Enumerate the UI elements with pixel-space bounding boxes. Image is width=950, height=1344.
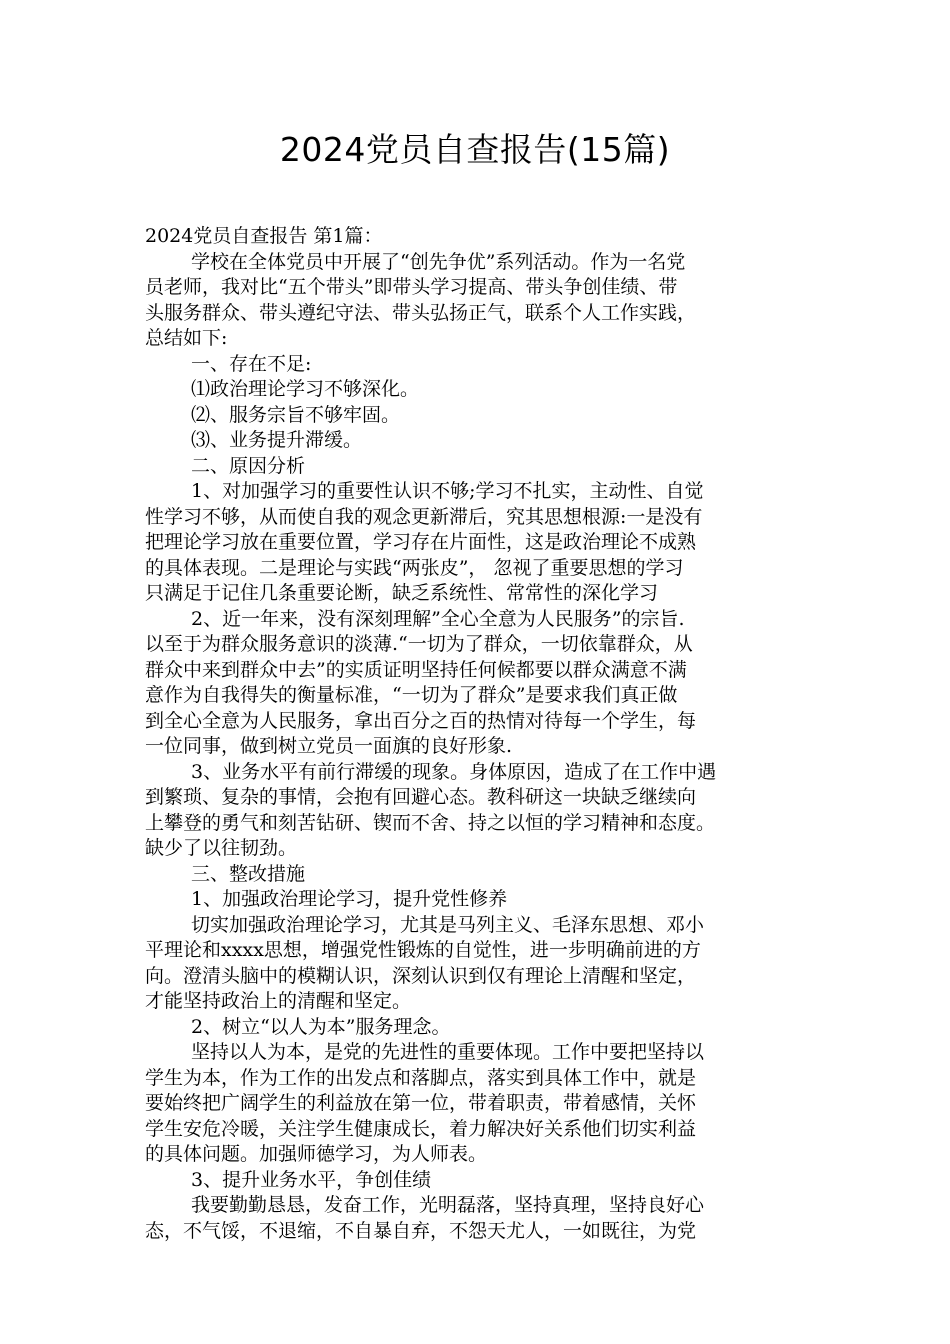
text-line: 平理论和xxxx思想，增强党性锻炼的自觉性，进一步明确前进的方 (145, 939, 701, 961)
text-line: 头服务群众、带头遵纪守法、带头弘扬正气，联系个人工作实践， (145, 301, 697, 324)
text-line: 只满足于记住几条重要论断，缺乏系统性、常常性的深化学习 (145, 582, 659, 604)
text-line: 一、存在不足: (191, 352, 312, 375)
text-line: 2、树立“以人为本”服务理念。 (191, 1015, 451, 1038)
text-line: 切实加强政治理论学习，尤其是马列主义、毛泽东思想、邓小 (191, 913, 705, 936)
text-line: 到繁琐、复杂的事情，会抱有回避心态。教科研这一块缺乏继续向 (145, 786, 697, 808)
text-line: 二、原因分析 (191, 454, 306, 477)
text-line: 的具体问题。加强师德学习，为人师表。 (145, 1143, 488, 1165)
text-line: 学生为本，作为工作的出发点和落脚点，落实到具体工作中，就是 (145, 1066, 697, 1089)
text-line: ⑵、服务宗旨不够牢固。 (191, 403, 401, 426)
text-line: 到全心全意为人民服务，拿出百分之百的热情对待每一个学生，每 (145, 709, 697, 732)
text-line: 三、整改措施 (191, 862, 306, 885)
text-line: 3、业务水平有前行滞缓的现象。身体原因，造成了在工作中遇 (191, 760, 717, 783)
text-line: 1、对加强学习的重要性认识不够;学习不扎实，主动性、自觉 (191, 480, 704, 502)
text-line: 向。澄清头脑中的模糊认识，深刻认识到仅有理论上清醒和坚定， (145, 964, 697, 987)
text-line: 的具体表现。二是理论与实践“两张皮”， 忽视了重要思想的学习 (145, 556, 684, 579)
text-line: 意作为自我得失的衡量标准，“一切为了群众”是要求我们真正做 (145, 684, 678, 706)
text-line: ⑶、业务提升滞缓。 (191, 429, 363, 451)
text-line: 缺少了以往韧劲。 (145, 837, 298, 859)
text-line: 学校在全体党员中开展了“创先争优”系列活动。作为一名党 (191, 250, 686, 273)
text-line: 一位同事，做到树立党员一面旗的良好形象. (145, 735, 513, 757)
text-line: 才能坚持政治上的清醒和坚定。 (145, 990, 412, 1012)
text-line: 性学习不够，从而使自我的观念更新滞后，究其思想根源:一是没有 (145, 505, 703, 528)
text-line: 坚持以人为本，是党的先进性的重要体现。工作中要把坚持以 (191, 1041, 705, 1063)
text-line: 总结如下: (145, 327, 228, 349)
text-line: 群众中来到群众中去”的实质证明坚持任何候都要以群众满意不满 (145, 658, 687, 681)
text-line: 上攀登的勇气和刻苦钻研、锲而不舍、持之以恒的学习精神和态度。 (145, 811, 716, 834)
text-line: 以至于为群众服务意识的淡薄.“一切为了群众，一切依靠群众，从 (145, 633, 693, 655)
text-line: 2024党员自查报告 第1篇： (145, 225, 383, 247)
text-line: 学生安危冷暖，关注学生健康成长，着力解决好关系他们切实利益 (145, 1117, 697, 1140)
text-line: 1、加强政治理论学习，提升党性修养 (191, 888, 508, 910)
text-line: 3、提升业务水平，争创佳绩 (191, 1168, 432, 1191)
text-line: 态，不气馁，不退缩，不自暴自弃，不怨天尤人，一如既往，为党 (145, 1219, 697, 1242)
document-title: 2024党员自查报告(15篇) (279, 130, 671, 169)
text-line: 把理论学习放在重要位置，学习存在片面性，这是政治理论不成熟 (145, 531, 697, 553)
text-line: 要始终把广阔学生的利益放在第一位，带着职责，带着感情，关怀 (145, 1092, 697, 1114)
text-line: 员老师，我对比“五个带头”即带头学习提高、带头争创佳绩、带 (145, 276, 678, 298)
text-line: 2、近一年来，没有深刻理解”全心全意为人民服务”的宗旨. (191, 607, 685, 630)
document-body (145, 224, 825, 1244)
text-line: 我要勤勤恳恳，发奋工作，光明磊落，坚持真理，坚持良好心 (191, 1194, 705, 1216)
text-line: ⑴政治理论学习不够深化。 (191, 378, 420, 400)
